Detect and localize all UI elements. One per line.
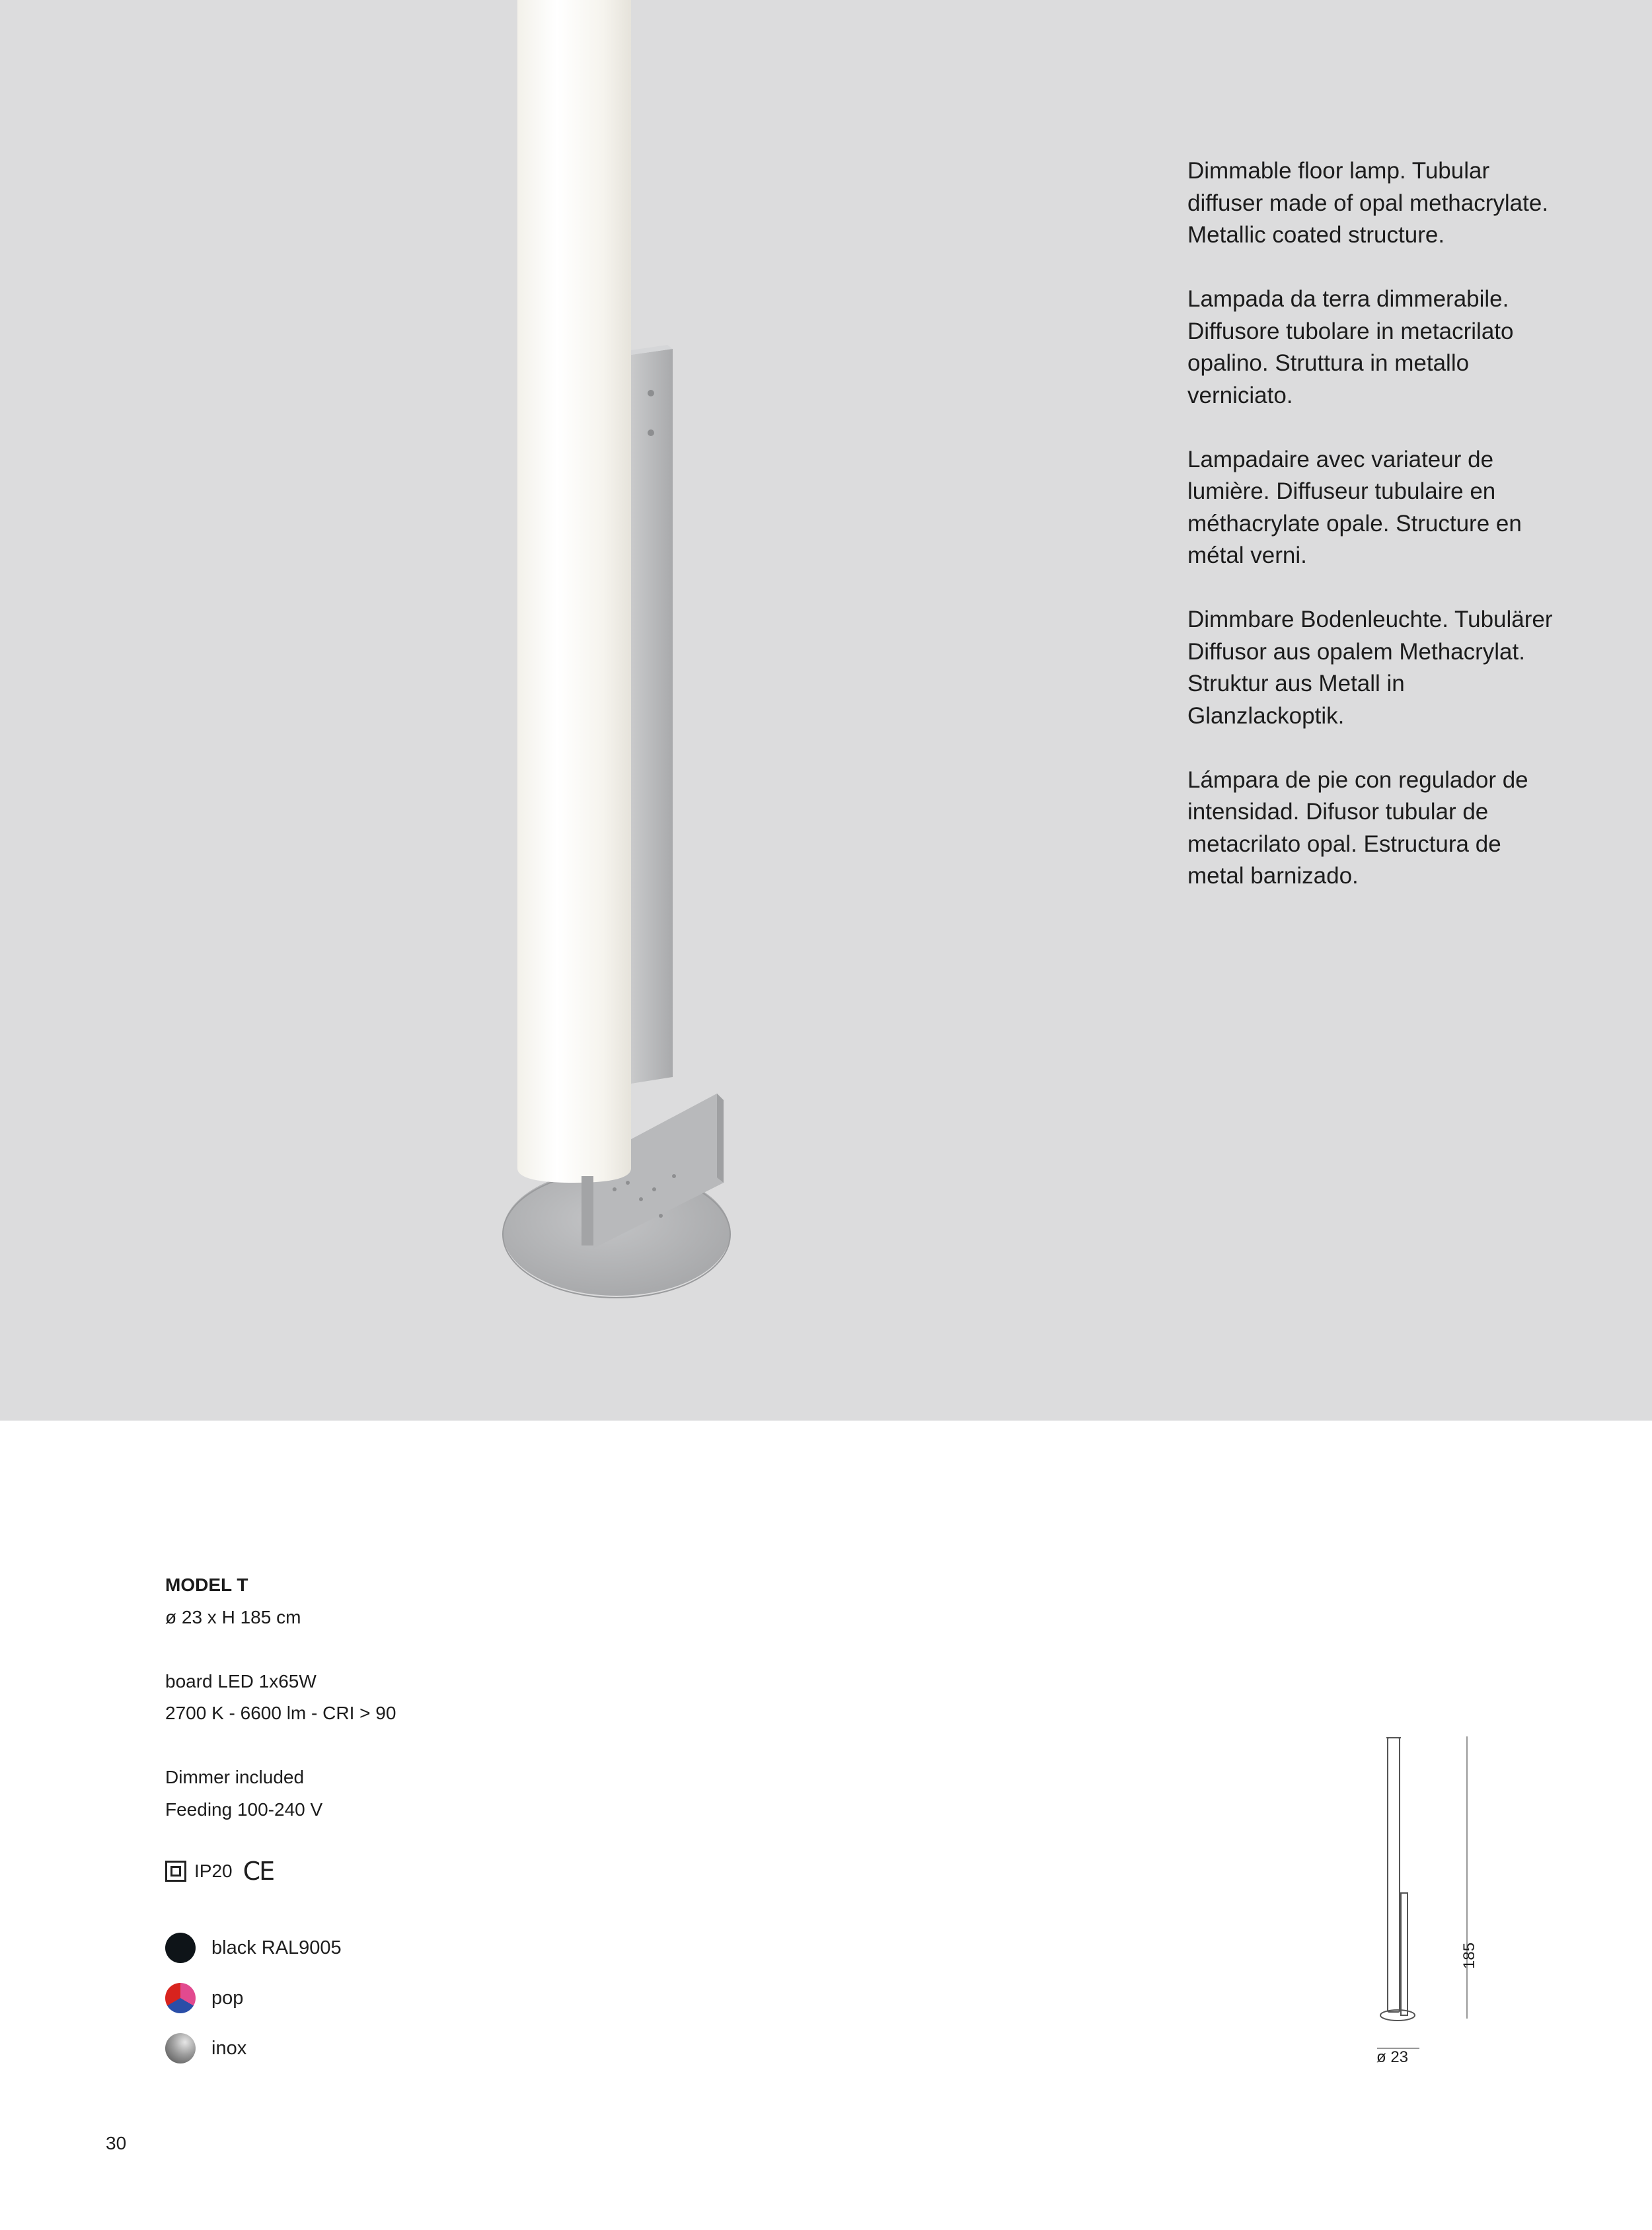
description-it: Lampada da terra dimmerabile. Diffusore tubolare in metacrilato opalino. Struttura in metallo verniciato. — [1187, 286, 1514, 408]
model-size: ø 23 x H 185 cm — [165, 1606, 301, 1627]
light-output: 2700 K - 6600 lm - CRI > 90 — [165, 1703, 396, 1723]
dimmer-info: Dimmer included — [165, 1767, 305, 1787]
finish-label: inox — [211, 2037, 247, 2059]
support-plate — [631, 349, 673, 1084]
page-number: 30 — [106, 2133, 127, 2153]
height-dimension: 185 — [1460, 1942, 1478, 1969]
specifications — [165, 1569, 760, 1826]
opal-diffuser — [517, 0, 631, 1183]
certifications — [165, 1858, 274, 1884]
model-name: MODEL T — [165, 1575, 248, 1595]
ce-mark: CE — [243, 1857, 274, 1886]
finish-item — [165, 1983, 342, 2013]
description-en: Dimmable floor lamp. Tubular diffuser made of opal methacrylate. Metallic coated structure. — [1187, 158, 1549, 248]
finish-label: black RAL9005 — [211, 1937, 342, 1958]
double-insulation-icon — [165, 1861, 186, 1882]
ip-rating: IP20 — [194, 1861, 233, 1881]
technical-drawing — [1361, 1731, 1480, 2075]
light-source: board LED 1x65W — [165, 1670, 317, 1691]
diameter-dimension: ø 23 — [1376, 2048, 1409, 2066]
description-fr: Lampadaire avec variateur de lumière. Diffuseur tubulaire en méthacrylate opale. Structure en métal verni. — [1187, 446, 1522, 568]
finish-label: pop — [211, 1987, 244, 2009]
finish-list — [165, 1933, 342, 2083]
product-description — [1187, 155, 1558, 924]
feeding-info: Feeding 100-240 V — [165, 1799, 323, 1820]
drawing-tube — [1388, 1738, 1400, 2012]
black-swatch-icon — [165, 1933, 196, 1963]
pop-swatch-icon — [165, 1983, 196, 2013]
finish-item — [165, 2033, 342, 2063]
description-de: Dimmbare Bodenleuchte. Tubulärer Diffusor aus opalem Methacrylat. Struktur aus Metall in Glanzlackoptik. — [1187, 607, 1553, 729]
finish-item — [165, 1933, 342, 1963]
description-es: Lámpara de pie con regulador de intensidad. Difusor tubular de metacrilato opal. Estructura de metal barnizado. — [1187, 766, 1528, 889]
inox-swatch-icon — [165, 2033, 196, 2063]
